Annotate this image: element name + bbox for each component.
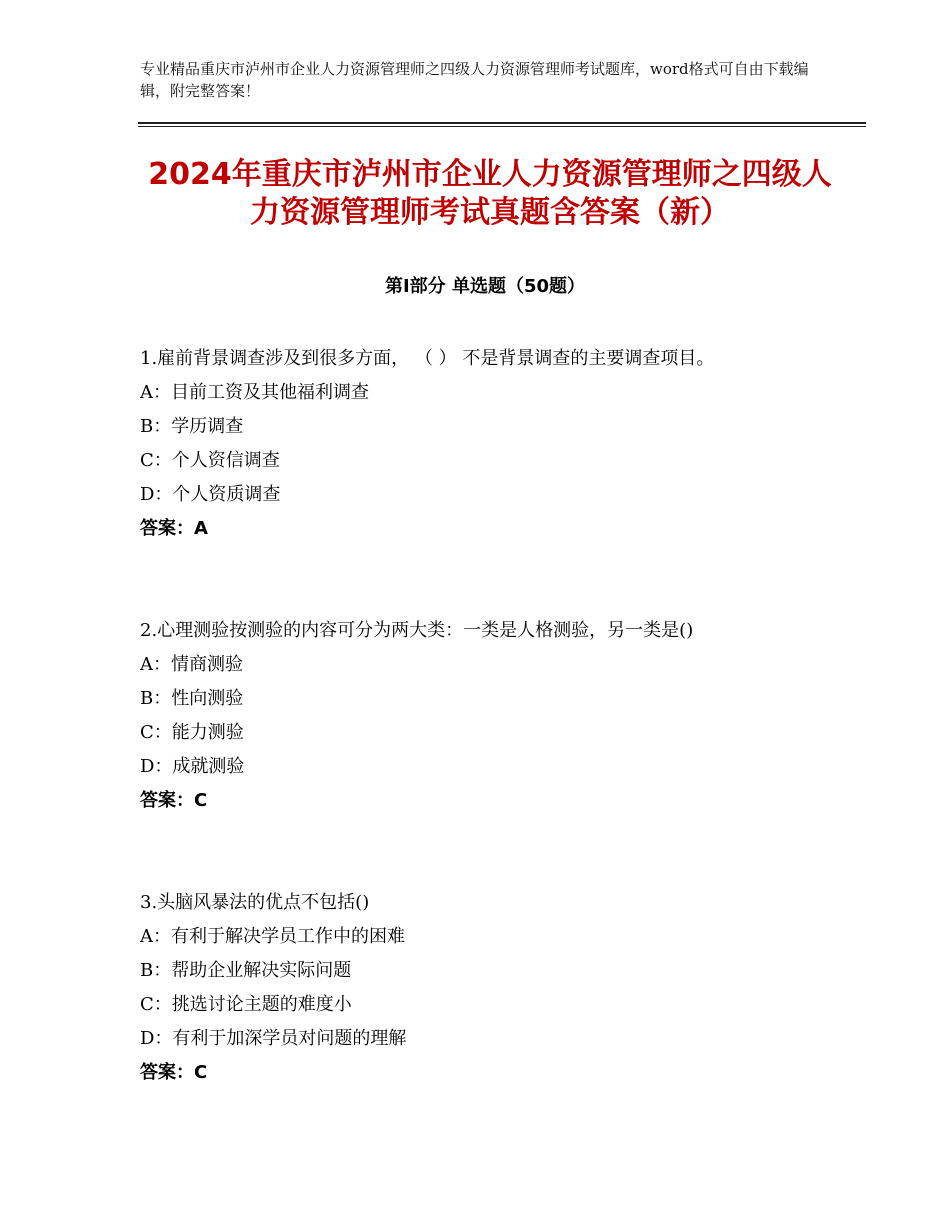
header-rule-thin [138, 126, 866, 127]
option-b: B：帮助企业解决实际问题 [140, 960, 352, 981]
document-title: 2024年重庆市泸州市企业人力资源管理师之四级人力资源管理师考试真题含答案（新） [148, 157, 832, 230]
option-b: B：学历调查 [140, 416, 244, 437]
question-stem: 1.雇前背景调查涉及到很多方面， （ ） 不是背景调查的主要调查项目。 [140, 348, 715, 369]
option-d: D：有利于加深学员对问题的理解 [140, 1028, 407, 1049]
question-1 [140, 342, 820, 546]
option-c: C：能力测验 [140, 722, 244, 743]
question-3 [140, 886, 820, 1090]
option-c: C：挑选讨论主题的难度小 [140, 994, 352, 1015]
question-stem: 3.头脑风暴法的优点不包括() [140, 892, 370, 913]
answer: 答案：C [140, 1062, 208, 1083]
question-2 [140, 614, 820, 818]
answer: 答案：A [140, 518, 208, 539]
option-d: D：成就测验 [140, 756, 245, 777]
option-b: B：性向测验 [140, 688, 244, 709]
option-d: D：个人资质调查 [140, 484, 281, 505]
header-note: 专业精品重庆市泸州市企业人力资源管理师之四级人力资源管理师考试题库，word格式可自由下载编辑，附完整答案！ [140, 60, 809, 100]
question-stem: 2.心理测验按测验的内容可分为两大类：一类是人格测验，另一类是() [140, 620, 694, 641]
option-c: C：个人资信调查 [140, 450, 280, 471]
option-a: A：目前工资及其他福利调查 [140, 382, 369, 403]
option-a: A：情商测验 [140, 654, 243, 675]
header-rule-thick [138, 122, 866, 124]
section-title: 第Ⅰ部分 单选题（50题） [384, 276, 585, 297]
answer: 答案：C [140, 790, 208, 811]
option-a: A：有利于解决学员工作中的困难 [140, 926, 405, 947]
